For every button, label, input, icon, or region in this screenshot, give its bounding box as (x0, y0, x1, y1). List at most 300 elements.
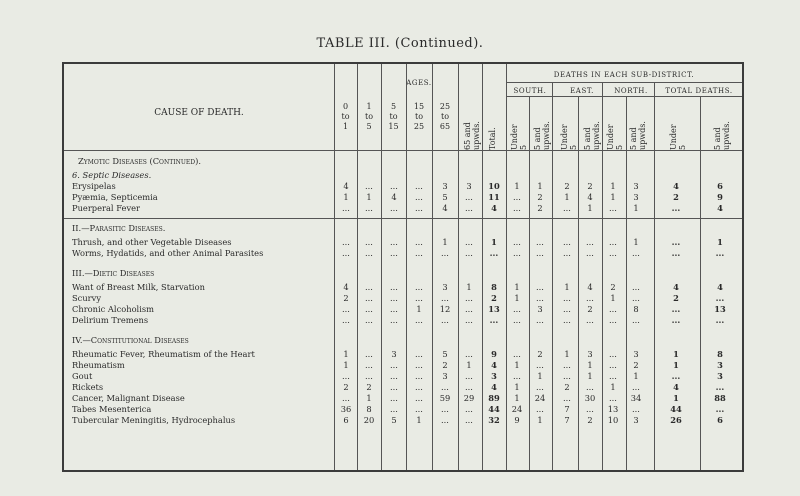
table-cell: ... (586, 404, 594, 414)
cause-label: Pyæmia, Septicemia (72, 192, 158, 202)
column-rule (381, 64, 382, 470)
table-cell: ... (465, 192, 473, 202)
table-cell: 26 (670, 415, 682, 425)
table-cell: ... (441, 404, 449, 414)
column-rule (552, 82, 553, 470)
table-cell: ... (632, 282, 640, 292)
cause-label: Scurvy (72, 293, 102, 303)
cause-label: Rheumatic Fever, Rheumatism of the Heart (72, 349, 255, 359)
south-header: SOUTH. (513, 87, 547, 95)
table-cell: ... (365, 360, 373, 370)
table-cell: ... (342, 248, 350, 258)
table-cell: 7 (564, 404, 570, 414)
cause-label: Worms, Hydatids, and other Animal Parasites (72, 248, 264, 258)
table-cell: 3 (537, 304, 543, 314)
table-cell: 1 (673, 393, 679, 403)
table-cell: ... (563, 237, 571, 247)
table-cell: ... (586, 293, 594, 303)
table-cell: 2 (673, 192, 679, 202)
ages-header: AGES. (406, 79, 432, 87)
table-cell: ... (365, 248, 373, 258)
table-cell: 13 (714, 304, 726, 314)
table-cell: 1 (633, 237, 639, 247)
table-cell: ... (609, 203, 617, 213)
cause-label: Rheumatism (72, 360, 125, 370)
table-cell: 2 (537, 192, 543, 202)
table-cell: 24 (511, 404, 523, 414)
subdistrict-column-header: Under 5 (560, 124, 578, 150)
table-cell: ... (415, 203, 423, 213)
age-column-header: 5 to 15 (388, 102, 399, 131)
column-rule (578, 96, 579, 470)
table-cell: ... (342, 237, 350, 247)
subdistrict-column-header: Under 5 (669, 124, 687, 150)
table-cell: ... (563, 315, 571, 325)
table-cell: ... (609, 237, 617, 247)
table-cell: ... (390, 360, 398, 370)
table-cell: ... (563, 371, 571, 381)
table-cell: 4 (343, 181, 349, 191)
table-cell: 1 (514, 393, 520, 403)
table-cell: 2 (633, 360, 639, 370)
table-cell: 3 (633, 181, 639, 191)
table-cell: ... (671, 371, 681, 381)
table-cell: 1 (514, 181, 520, 191)
age-column-header: 15 to 25 (413, 102, 425, 131)
table-cell: ... (415, 237, 423, 247)
table-cell: ... (513, 315, 521, 325)
table-cell: ... (365, 293, 373, 303)
table-cell: ... (390, 203, 398, 213)
table-cell: 2 (343, 293, 349, 303)
table-cell: 10 (488, 181, 500, 191)
table-cell: 11 (488, 192, 500, 202)
table-cell: ... (415, 404, 423, 414)
table-cell: ... (671, 304, 681, 314)
table-cell: 1 (564, 282, 570, 292)
table-cell: 4 (491, 203, 497, 213)
table-cell: 1 (514, 382, 520, 392)
table-cell: ... (465, 404, 473, 414)
table-cell: 13 (607, 404, 619, 414)
subdistrict-column-header: 5 and upwds. (533, 121, 551, 150)
table-cell: ... (632, 293, 640, 303)
table-cell: 8 (717, 349, 723, 359)
column-rule (626, 96, 627, 470)
table-cell: ... (513, 203, 521, 213)
table-cell: ... (441, 415, 449, 425)
table-cell: ... (415, 371, 423, 381)
table-cell: 4 (673, 181, 679, 191)
table-cell: ... (465, 415, 473, 425)
table-cell: ... (632, 315, 640, 325)
table-cell: 1 (587, 203, 593, 213)
subdistrict-column-header: 5 and upwds. (583, 121, 601, 150)
table-cell: ... (536, 282, 544, 292)
section-subheading: 6. Septic Diseases. (72, 170, 152, 180)
table-cell: ... (415, 181, 423, 191)
table-cell: 1 (537, 415, 543, 425)
table-cell: 1 (514, 360, 520, 370)
table-cell: ... (342, 304, 350, 314)
table-cell: ... (671, 248, 681, 258)
cause-label: Rickets (72, 382, 104, 392)
column-rule (334, 64, 335, 470)
table-cell: 1 (587, 371, 593, 381)
table-cell: 2 (442, 360, 448, 370)
table-cell: ... (715, 315, 725, 325)
table-cell: ... (390, 315, 398, 325)
table-cell: ... (536, 248, 544, 258)
table-cell: ... (415, 282, 423, 292)
table-row (64, 404, 742, 415)
table-cell: ... (390, 181, 398, 191)
table-cell: ... (563, 393, 571, 403)
table-cell: ... (390, 371, 398, 381)
table-cell: ... (536, 293, 544, 303)
table-cell: ... (563, 360, 571, 370)
table-cell: 3 (633, 415, 639, 425)
table-cell: 1 (673, 360, 679, 370)
age-column-header: Total. (488, 127, 497, 150)
table-cell: 1 (466, 282, 472, 292)
table-cell: 1 (587, 360, 593, 370)
table-cell: 3 (633, 349, 639, 359)
table-cell: ... (632, 404, 640, 414)
table-cell: ... (536, 315, 544, 325)
column-rule (506, 64, 507, 470)
table-cell: 4 (717, 282, 723, 292)
table-cell: ... (342, 371, 350, 381)
table-cell: ... (609, 371, 617, 381)
table-cell: ... (513, 371, 521, 381)
table-cell: 8 (633, 304, 639, 314)
table-cell: 1 (610, 192, 616, 202)
table-cell: 1 (366, 192, 372, 202)
table-cell: 2 (537, 203, 543, 213)
total-deaths-header: TOTAL DEATHS. (665, 87, 733, 95)
table-cell: 5 (442, 192, 448, 202)
cause-label: Delirium Tremens (72, 315, 149, 325)
table-cell: 32 (488, 415, 500, 425)
cause-label: Tubercular Meningitis, Hydrocephalus (72, 415, 236, 425)
table-cell: 1 (466, 360, 472, 370)
table-cell: ... (342, 203, 350, 213)
age-column-header: 65 and upwds. (463, 121, 481, 150)
age-column-header: 0 to 1 (341, 102, 350, 131)
section-heading: III.—Dietic Diseases (72, 268, 155, 278)
table-cell: ... (465, 237, 473, 247)
header-rule (506, 82, 742, 83)
table-cell: 2 (564, 382, 570, 392)
table-cell: 44 (488, 404, 500, 414)
table-cell: 2 (587, 304, 593, 314)
table-cell: ... (465, 203, 473, 213)
table-cell: ... (365, 371, 373, 381)
table-cell: ... (465, 371, 473, 381)
table-cell: 20 (363, 415, 375, 425)
table-cell: ... (342, 393, 350, 403)
table-row (64, 192, 742, 203)
table-cell: 9 (717, 192, 723, 202)
table-cell: ... (415, 293, 423, 303)
table-cell: 1 (366, 393, 372, 403)
table-cell: 1 (416, 304, 422, 314)
table-cell: ... (513, 349, 521, 359)
table-cell: ... (465, 248, 473, 258)
table-cell: 29 (463, 393, 475, 403)
table-cell: ... (390, 393, 398, 403)
table-cell: ... (390, 282, 398, 292)
table-cell: 4 (491, 382, 497, 392)
section-heading: IV.—Constitutional Diseases (72, 335, 189, 345)
table-cell: 10 (607, 415, 619, 425)
table-cell: 59 (439, 393, 451, 403)
north-header: NORTH. (614, 87, 648, 95)
east-header: EAST. (570, 87, 594, 95)
column-rule (357, 64, 358, 470)
table-cell: 8 (366, 404, 372, 414)
table-cell: ... (365, 282, 373, 292)
table-row (64, 181, 742, 192)
table-cell: 2 (366, 382, 372, 392)
table-row (64, 382, 742, 393)
table-cell: ... (390, 293, 398, 303)
table-cell: ... (586, 382, 594, 392)
table-cell: 4 (391, 192, 397, 202)
table-cell: 89 (488, 393, 500, 403)
cause-label: Thrush, and other Vegetable Diseases (72, 237, 232, 247)
table-cell: 2 (537, 349, 543, 359)
section-heading: Zymotic Diseases (Continued). (78, 156, 201, 166)
table-cell: 44 (670, 404, 682, 414)
table-cell: 4 (442, 203, 448, 213)
table-cell: 2 (673, 293, 679, 303)
table-row (64, 282, 742, 293)
table-cell: ... (715, 404, 725, 414)
table-cell: ... (390, 237, 398, 247)
subdistrict-column-header: 5 and upwds. (629, 121, 647, 150)
table-cell: ... (390, 304, 398, 314)
table-cell: ... (415, 248, 423, 258)
table-cell: 3 (491, 371, 497, 381)
table-cell: 4 (673, 382, 679, 392)
table-cell: 3 (391, 349, 397, 359)
table-cell: 13 (488, 304, 500, 314)
table-cell: ... (609, 349, 617, 359)
table-cell: 3 (442, 181, 448, 191)
table-cell: ... (715, 382, 725, 392)
table-cell: 1 (537, 371, 543, 381)
data-table (62, 62, 744, 472)
column-rule (700, 96, 701, 470)
table-cell: ... (489, 315, 499, 325)
table-cell: 1 (633, 203, 639, 213)
table-cell: 12 (439, 304, 451, 314)
table-cell: ... (563, 203, 571, 213)
cause-label: Tabes Mesenterica (72, 404, 152, 414)
column-rule (458, 64, 459, 470)
table-row (64, 315, 742, 326)
table-cell: ... (365, 349, 373, 359)
table-cell: ... (365, 181, 373, 191)
table-cell: ... (415, 360, 423, 370)
table-cell: ... (415, 192, 423, 202)
table-cell: 1 (514, 282, 520, 292)
table-cell: ... (671, 203, 681, 213)
cause-header: CAUSE OF DEATH. (154, 108, 244, 118)
subdistrict-column-header: Under 5 (606, 124, 624, 150)
table-cell: ... (632, 382, 640, 392)
table-cell: ... (586, 315, 594, 325)
table-cell: ... (342, 315, 350, 325)
table-cell: ... (632, 248, 640, 258)
table-cell: 1 (416, 415, 422, 425)
table-cell: 1 (514, 293, 520, 303)
table-cell: ... (563, 248, 571, 258)
table-cell: ... (390, 404, 398, 414)
table-cell: ... (513, 248, 521, 258)
table-cell: 36 (340, 404, 352, 414)
age-column-header: 1 to 5 (364, 102, 374, 131)
table-cell: ... (415, 349, 423, 359)
table-cell: ... (586, 248, 594, 258)
table-cell: 7 (564, 415, 570, 425)
cause-label: Want of Breast Milk, Starvation (72, 282, 205, 292)
table-cell: ... (715, 248, 725, 258)
table-row (64, 349, 742, 360)
table-cell: 88 (714, 393, 726, 403)
table-cell: 8 (491, 282, 497, 292)
table-row (64, 248, 742, 259)
table-cell: ... (465, 304, 473, 314)
table-cell: 3 (717, 360, 723, 370)
table-cell: ... (536, 360, 544, 370)
table-cell: 1 (610, 382, 616, 392)
column-rule (406, 64, 407, 470)
table-cell: 1 (564, 349, 570, 359)
table-cell: 1 (564, 192, 570, 202)
age-column-header: 25 to 65 (439, 102, 451, 131)
table-cell: 4 (717, 203, 723, 213)
table-cell: 2 (587, 415, 593, 425)
table-cell: 2 (564, 181, 570, 191)
table-cell: ... (365, 304, 373, 314)
column-rule (529, 96, 530, 470)
table-cell: ... (715, 293, 725, 303)
table-cell: 4 (343, 282, 349, 292)
table-cell: ... (586, 237, 594, 247)
table-cell: ... (609, 360, 617, 370)
table-cell: ... (513, 237, 521, 247)
table-cell: ... (441, 315, 449, 325)
table-cell: ... (441, 293, 449, 303)
table-cell: 3 (442, 371, 448, 381)
table-row (64, 360, 742, 371)
table-cell: ... (671, 237, 681, 247)
table-row (64, 393, 742, 404)
table-cell: ... (415, 382, 423, 392)
table-cell: ... (671, 315, 681, 325)
table-cell: 1 (537, 181, 543, 191)
table-title: TABLE III. (Continued). (316, 36, 484, 51)
table-cell: ... (609, 304, 617, 314)
table-cell: ... (365, 237, 373, 247)
table-cell: 1 (343, 192, 349, 202)
table-cell: 9 (491, 349, 497, 359)
table-row (64, 371, 742, 382)
table-cell: 24 (534, 393, 546, 403)
cause-label: Puerperal Fever (72, 203, 141, 213)
table-cell: 6 (717, 181, 723, 191)
column-rule (654, 82, 655, 470)
table-cell: 3 (466, 181, 472, 191)
cause-label: Erysipelas (72, 181, 116, 191)
table-cell: ... (465, 315, 473, 325)
table-cell: 3 (442, 282, 448, 292)
table-row (64, 415, 742, 426)
table-cell: 3 (717, 371, 723, 381)
table-row (64, 293, 742, 304)
table-cell: 3 (587, 349, 593, 359)
table-cell: 1 (491, 237, 497, 247)
header-rule (64, 218, 742, 219)
table-cell: 4 (491, 360, 497, 370)
deaths-subdistrict-header: DEATHS IN EACH SUB-DISTRICT. (553, 71, 695, 79)
table-cell: ... (415, 393, 423, 403)
table-row (64, 304, 742, 315)
table-cell: 34 (630, 393, 642, 403)
table-cell: 2 (587, 181, 593, 191)
table-cell: 2 (491, 293, 497, 303)
header-rule (64, 150, 742, 151)
table-cell: 2 (343, 382, 349, 392)
column-rule (432, 64, 433, 470)
table-cell: 9 (514, 415, 520, 425)
table-cell: ... (563, 304, 571, 314)
cause-label: Gout (72, 371, 93, 381)
table-cell: 1 (610, 293, 616, 303)
table-cell: 5 (442, 349, 448, 359)
table-cell: 1 (673, 349, 679, 359)
table-cell: 4 (673, 282, 679, 292)
table-cell: ... (489, 248, 499, 258)
table-cell: 1 (717, 237, 723, 247)
table-cell: 1 (343, 360, 349, 370)
table-cell: 6 (717, 415, 723, 425)
table-cell: ... (609, 393, 617, 403)
table-cell: 5 (391, 415, 397, 425)
table-cell: ... (536, 404, 544, 414)
table-cell: 30 (584, 393, 596, 403)
table-cell: ... (465, 293, 473, 303)
subdistrict-column-header: Under 5 (510, 124, 528, 150)
table-cell: 1 (442, 237, 448, 247)
table-cell: ... (465, 349, 473, 359)
table-cell: ... (415, 315, 423, 325)
table-cell: ... (441, 248, 449, 258)
table-cell: ... (365, 203, 373, 213)
table-cell: 4 (587, 192, 593, 202)
subdistrict-column-header: 5 and upwds. (713, 121, 731, 150)
header-rule (506, 96, 742, 97)
table-cell: ... (365, 315, 373, 325)
table-cell: ... (513, 192, 521, 202)
table-row (64, 237, 742, 248)
column-rule (602, 82, 603, 470)
table-cell: ... (441, 382, 449, 392)
table-cell: 1 (610, 181, 616, 191)
